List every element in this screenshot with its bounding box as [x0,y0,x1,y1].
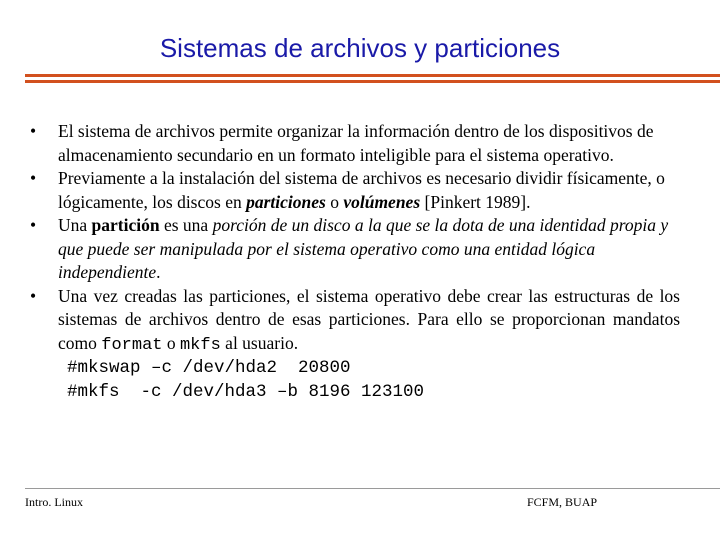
bullet-text: o [325,191,344,212]
footer-course: Intro. Linux [25,495,83,509]
command-line-mkfs: #mkfs -c /dev/hda3 –b 8196 123100 [67,381,425,402]
footer-institution: FCFM, BUAP [527,495,598,509]
bullet-item-mkfs [30,285,680,358]
bullet-item-partition-definition [30,214,680,285]
bullet-text: [Pinkert 1989]. [420,191,531,212]
bullet-text: El sistema de archivos permite organizar la información dentro de los dispositivos de almacenamiento secundario en un formato inteligible para el sistema operativo. [58,121,654,165]
bullet-item-partitioning [30,167,680,214]
bullet-dot: • [30,215,37,235]
slide-title: Sistemas de archivos y particiones [159,33,561,63]
title-divider-top [25,74,720,77]
bullet-item-filesystem [30,120,680,167]
term-particion: partición [91,215,160,235]
footer-divider [25,488,720,489]
bullet-dot: • [30,121,37,141]
bullet-text: . [156,262,161,282]
title-divider-bottom [25,80,720,83]
term-particiones: particiones [246,191,326,212]
bullet-text: Una [58,215,92,235]
bullet-dot: • [30,285,37,306]
command-format: format [101,335,163,355]
bullet-text: es una [159,215,213,235]
partition-definition: porción de un disco a la que se la dota de una identidad propia y que puede ser manipulada por el sistema operativo como una entidad lógica independiente [58,215,669,282]
bullet-text: o [162,332,180,353]
bullet-text: Previamente a la instalación del sistema de archivos es necesario dividir físicamente, o lógicamente, los discos en [58,168,665,212]
command-mkfs: mkfs [179,335,221,355]
bullet-dot: • [30,168,37,188]
command-line-mkswap: #mkswap –c /dev/hda2 20800 [67,358,351,378]
term-volumenes: volúmenes [343,191,421,212]
bullet-list [30,120,680,404]
bullet-text: Una vez creadas las particiones, el sistema operativo debe crear las estructuras de los sistemas de archivos dentro de esas particiones. Para ello se proporcionan mandatos como [58,285,680,353]
bullet-text: al usuario. [220,332,299,353]
